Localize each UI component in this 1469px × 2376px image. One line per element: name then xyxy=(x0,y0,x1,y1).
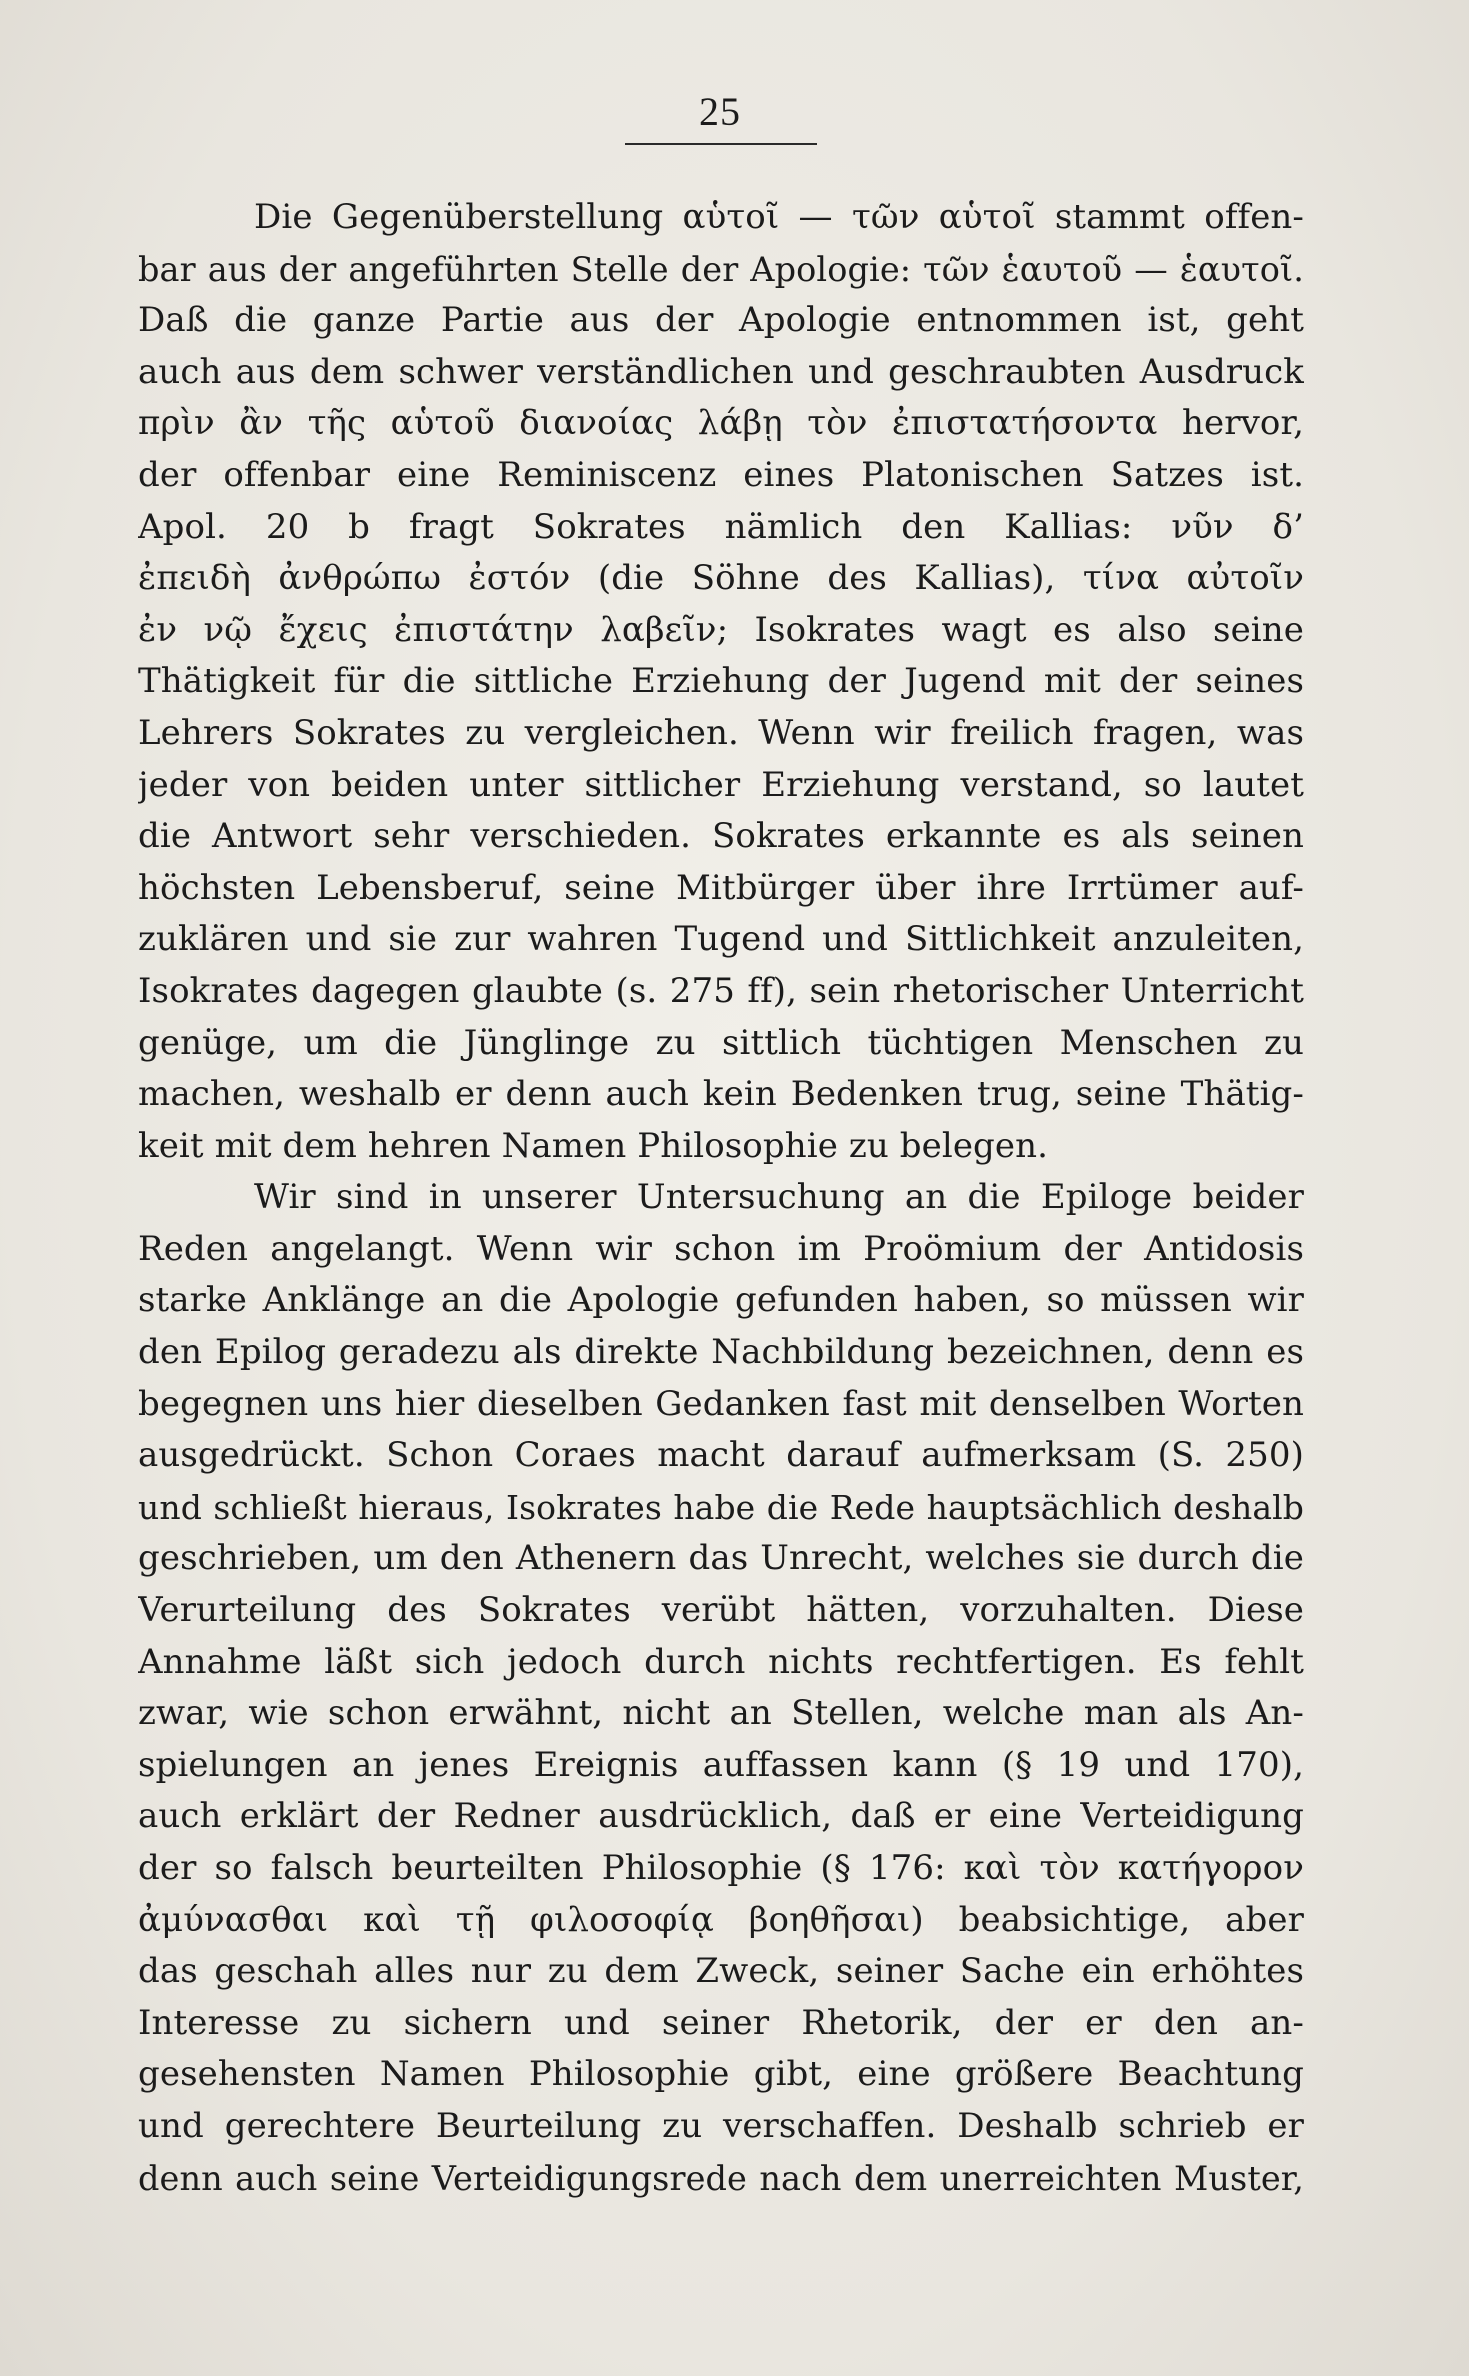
text-line: Apol. 20 b fragt Sokrates nämlich den Kallias: νῦν δ’ xyxy=(138,506,1304,547)
body-text xyxy=(138,192,1304,2204)
text-line: höchsten Lebensberuf, seine Mitbürger über ihre Irrtümer auf- xyxy=(138,867,1304,908)
text-line: Daß die ganze Partie aus der Apologie entnommen ist, geht xyxy=(138,300,1304,341)
text-line: ἐν νῷ ἔχεις ἐπιστάτην λαβεῖν; Isokrates wagt es also seine xyxy=(138,609,1304,650)
text-line: denn auch seine Verteidigungsrede nach dem unerreichten Muster, xyxy=(138,2158,1304,2198)
text-line: gesehensten Namen Philosophie gibt, eine größere Beachtung xyxy=(138,2054,1304,2095)
text-line: Reden angelangt. Wenn wir schon im Proömium der Antidosis xyxy=(138,1228,1304,1269)
text-line: Isokrates dagegen glaubte (s. 275 ff), sein rhetorischer Unterricht xyxy=(138,970,1304,1011)
text-line: auch erklärt der Redner ausdrücklich, daß er eine Verteidigung xyxy=(138,1796,1304,1837)
text-line: der so falsch beurteilten Philosophie (§ 176: καὶ τὸν κατήγορον xyxy=(138,1848,1304,1888)
text-line: Interesse zu sichern und seiner Rhetorik, der er den an- xyxy=(138,2002,1304,2043)
text-line: das geschah alles nur zu dem Zweck, seiner Sache ein erhöhtes xyxy=(138,1951,1304,1992)
text-line: Verurteilung des Sokrates verübt hätten, vorzuhalten. Diese xyxy=(138,1590,1304,1631)
text-line: spielungen an jenes Ereignis auffassen kann (§ 19 und 170), xyxy=(138,1744,1304,1785)
text-line: zwar, wie schon erwähnt, nicht an Stellen, welche man als An- xyxy=(138,1693,1304,1734)
text-line: der offenbar eine Reminiscenz eines Platonischen Satzes ist. xyxy=(138,454,1304,495)
text-line: ἀμύνασθαι καὶ τῇ φιλοσοφίᾳ βοηθῆσαι) beabsichtige, aber xyxy=(138,1899,1304,1940)
text-line: und schließt hieraus, Isokrates habe die Rede hauptsächlich deshalb xyxy=(138,1487,1304,1527)
text-line: keit mit dem hehren Namen Philosophie zu belegen. xyxy=(138,1125,1049,1166)
text-line: Lehrers Sokrates zu vergleichen. Wenn wir freilich fragen, was xyxy=(138,712,1304,753)
header-rule xyxy=(625,143,817,145)
text-line: ἐπειδὴ ἀνθρώπω ἐστόν (die Söhne des Kallias), τίνα αὐτοῖν xyxy=(138,558,1304,599)
text-line: geschrieben, um den Athenern das Unrecht, welches sie durch die xyxy=(138,1538,1304,1579)
text-line: Die Gegenüberstellung αὑτοῖ — τῶν αὑτοῖ stammt offen- xyxy=(254,197,1304,237)
text-line: Annahme läßt sich jedoch durch nichts rechtfertigen. Es fehlt xyxy=(138,1641,1304,1682)
text-line: ausgedrückt. Schon Coraes macht darauf aufmerksam (S. 250) xyxy=(138,1435,1304,1476)
text-line: Thätigkeit für die sittliche Erziehung der Jugend mit der seines xyxy=(138,661,1304,702)
text-line: machen, weshalb er denn auch kein Bedenken trug, seine Thätig- xyxy=(138,1074,1304,1115)
text-line: genüge, um die Jünglinge zu sittlich tüchtigen Menschen zu xyxy=(138,1022,1304,1063)
text-line: jeder von beiden unter sittlicher Erziehung verstand, so lautet xyxy=(138,764,1304,805)
text-line: zuklären und sie zur wahren Tugend und Sittlichkeit anzuleiten, xyxy=(138,919,1304,960)
text-line: auch aus dem schwer verständlichen und geschraubten Ausdruck xyxy=(138,351,1304,392)
text-line: den Epilog geradezu als direkte Nachbildung bezeichnen, denn es xyxy=(138,1332,1304,1373)
text-line: begegnen uns hier dieselben Gedanken fast mit denselben Worten xyxy=(138,1383,1304,1424)
text-line: starke Anklänge an die Apologie gefunden haben, so müssen wir xyxy=(138,1280,1304,1321)
text-line: die Antwort sehr verschieden. Sokrates erkannte es als seinen xyxy=(138,816,1304,857)
text-line: πρὶν ἂν τῆς αὑτοῦ διανοίας λάβῃ τὸν ἐπιστατήσοντα hervor, xyxy=(138,403,1304,444)
page-number: 25 xyxy=(699,89,741,134)
text-line: Wir sind in unserer Untersuchung an die Epiloge beider xyxy=(254,1177,1304,1218)
text-line: bar aus der angeführten Stelle der Apologie: τῶν ἑαυτοῦ — ἑαυτοῖ. xyxy=(138,249,1304,289)
text-line: und gerechtere Beurteilung zu verschaffen. Deshalb schrieb er xyxy=(138,2105,1304,2146)
